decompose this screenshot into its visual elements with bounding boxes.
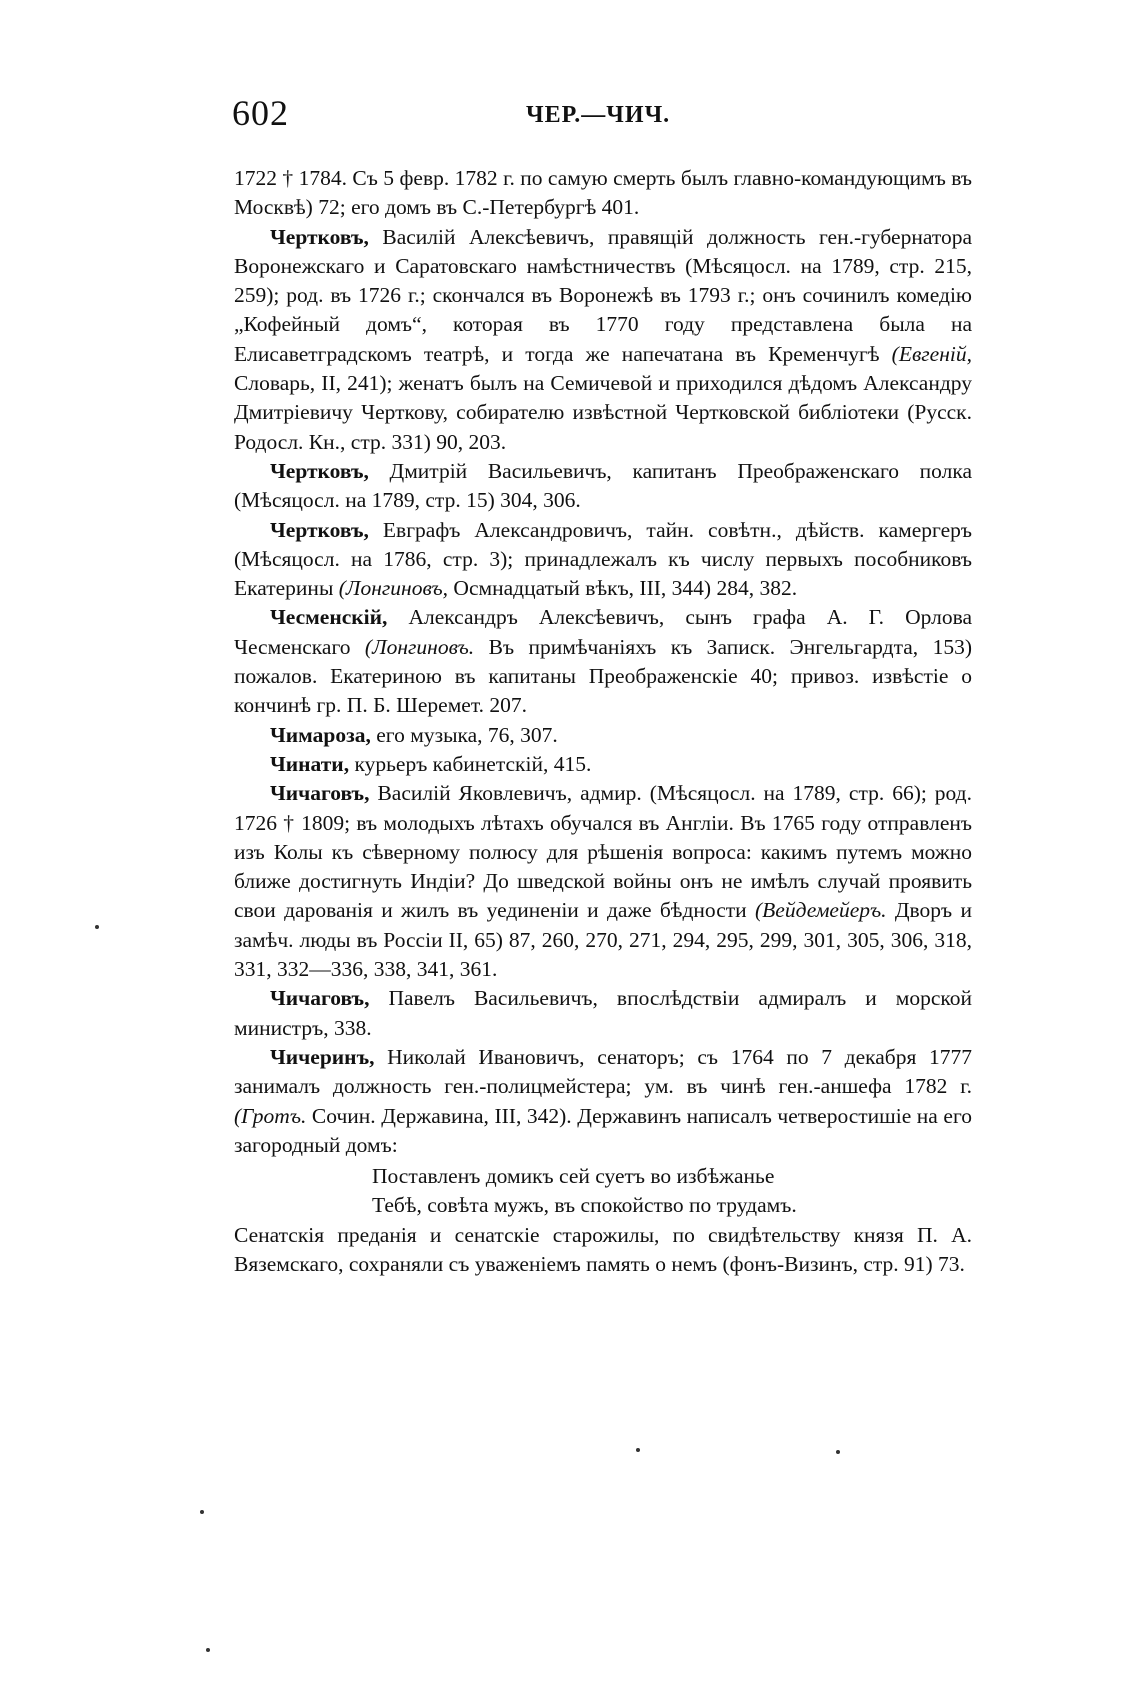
page-header	[232, 92, 980, 142]
entry-citation-author: (Вейдемейеръ.	[754, 898, 887, 923]
entry-text: его музыка, 76, 307.	[370, 722, 558, 747]
entry-headword: Чимароза,	[270, 722, 371, 747]
verse-quote	[234, 1162, 972, 1221]
dictionary-entry	[234, 779, 972, 984]
scan-speck	[836, 1450, 840, 1454]
entry-citation-author: (Лонгиновъ,	[338, 576, 449, 601]
entry-text: курьеръ кабинетскій, 415.	[349, 751, 592, 776]
dictionary-entry	[234, 721, 972, 750]
verse-line: Поставленъ домикъ сей суетъ во избѣжанье	[372, 1164, 775, 1189]
dictionary-entry	[234, 603, 972, 720]
entry-text: Въ примѣчаніяхъ къ Записк. Энгельгардта, 153) пожалов. Екатериною въ капитаны Преображенскіе 40; привоз. извѣстіе о кончинѣ гр. П. Б. Шеремет. 207.	[234, 634, 972, 718]
page-body	[234, 164, 972, 1279]
entry-text: Дворъ и замѣч. люды въ Россіи II, 65) 87, 260, 270, 271, 294, 295, 299, 301, 305, 306, 318, 331, 332—336, 338, 341, 361.	[234, 898, 972, 982]
scan-speck	[200, 1510, 204, 1514]
scan-speck	[206, 1648, 210, 1652]
entry-text: Василій Яковлевичъ, адмир. (Мѣсяцосл. на 1789, стр. 66); род. 1726 † 1809; въ молодыхъ лѣтахъ обучался въ Англіи. Въ 1765 году отправленъ изъ Колы къ сѣверному полюсу для рѣшенія вопроса: какимъ путемъ можно ближе достигнуть Индіи? До шведской войны онъ не имѣлъ случай проявить свои дарованія и жилъ въ уединеніи и даже бѣдности	[234, 781, 972, 923]
entry-text: Александръ Алексѣевичъ, сынъ графа А. Г. Орлова Чесменскаго	[234, 605, 972, 659]
running-head: ЧЕР.—ЧИЧ.	[526, 102, 671, 128]
page-number: 602	[232, 93, 289, 133]
dictionary-entry	[234, 457, 972, 516]
verse-line: Тебѣ, совѣта мужъ, въ спокойство по трудамъ.	[372, 1193, 797, 1218]
entry-headword: Чертковъ,	[270, 517, 369, 542]
scan-speck	[95, 925, 99, 929]
entry-headword: Чичаговъ,	[270, 986, 370, 1011]
entry-headword: Чертковъ,	[270, 458, 369, 483]
scan-speck	[636, 1448, 640, 1452]
entries-list	[234, 223, 972, 1161]
entry-headword: Чинати,	[270, 751, 350, 776]
entry-text: Павелъ Васильевичъ, впослѣдствіи адмиралъ и морской министръ, 338.	[234, 986, 972, 1040]
dictionary-entry	[234, 1043, 972, 1160]
entry-text: Дмитрій Васильевичъ, капитанъ Преображенскаго полка (Мѣсяцосл. на 1789, стр. 15) 304, 306.	[234, 458, 972, 513]
entry-citation-author: (Гротъ.	[234, 1103, 307, 1128]
entry-text: Евграфъ Александровичъ, тайн. совѣтн., дѣйств. камергеръ (Мѣсяцосл. на 1786, стр. 3); принадлежалъ къ числу первыхъ пособниковъ Екатерины	[234, 517, 972, 601]
entry-headword: Чертковъ,	[270, 224, 369, 249]
dictionary-entry	[234, 223, 972, 457]
closing-paragraph: Сенатскія преданія и сенатскіе старожилы, по свидѣтельству князя П. А. Вяземскаго, сохраняли съ уваженіемъ память о немъ (фонъ-Визинъ, стр. 91) 73.	[234, 1222, 972, 1276]
entry-headword: Чесменскій,	[270, 605, 388, 630]
entry-text: Николай Ивановичъ, сенаторъ; съ 1764 по 7 декабря 1777 занималъ должность ген.-полицмейстера; ум. въ чинѣ ген.-аншефа 1782 г.	[234, 1044, 972, 1099]
dictionary-entry	[234, 750, 972, 779]
entry-text: Осмнадцатый вѣкъ, III, 344) 284, 382.	[448, 576, 798, 601]
dictionary-entry	[234, 516, 972, 604]
entry-text: Сочин. Державина, III, 342). Державинъ написалъ четверостишіе на его загородный домъ:	[234, 1103, 972, 1157]
entry-headword: Чичаговъ,	[270, 781, 370, 806]
continuation-paragraph: 1722 † 1784. Съ 5 февр. 1782 г. по самую смерть былъ главно-командующимъ въ Москвѣ) 72; его домъ въ С.-Петербургѣ 401.	[234, 166, 972, 220]
dictionary-entry	[234, 984, 972, 1043]
entry-citation-author: (Евгеній,	[891, 341, 972, 366]
entry-citation-author: (Лонгиновъ.	[364, 634, 475, 659]
entry-headword: Чичеринъ,	[270, 1044, 375, 1069]
entry-text: Словарь, II, 241); женатъ былъ на Семичевой и приходился дѣдомъ Александру Дмитріевичу Черткову, собирателю извѣстной Чертковской библіотеки (Русск. Родосл. Кн., стр. 331) 90, 203.	[234, 371, 972, 454]
entry-text: Василій Алексѣевичъ, правящій должность ген.-губернатора Воронежскаго и Саратовскаго намѣстничествъ (Мѣсяцосл. на 1789, стр. 215, 259); род. въ 1726 г.; скончался въ Воронежѣ въ 1793 г.; онъ сочинилъ комедію „Кофейный домъ“, которая въ 1770 году представлена была на Елисаветградскомъ театрѣ, и тогда же напечатана въ Кременчугѣ	[234, 224, 972, 366]
